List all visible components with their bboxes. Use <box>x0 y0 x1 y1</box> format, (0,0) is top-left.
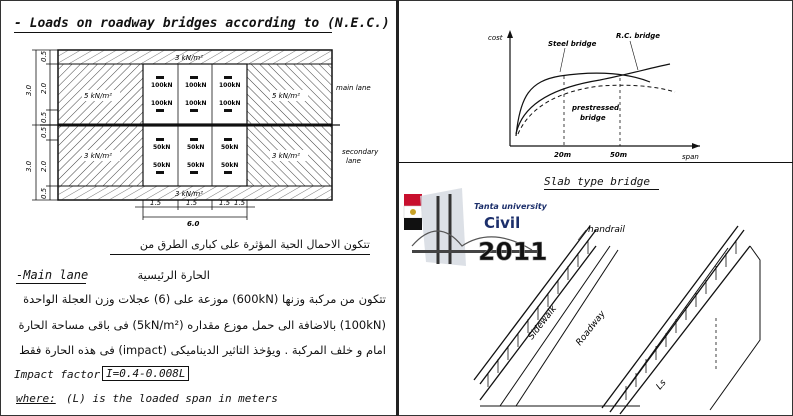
tick-20m: 20m <box>554 151 572 159</box>
dim-left: 2.0 <box>40 82 48 94</box>
wheel-load: 50kN <box>187 162 205 169</box>
secondary-lane-label-2: lane <box>346 157 361 165</box>
load-main-right: 5 kN/m² <box>272 92 300 100</box>
sidewalk-label: Sidewalk <box>526 304 560 342</box>
y-axis-label: cost <box>488 34 503 42</box>
secondary-lane-label: secondary <box>342 148 379 156</box>
wheel-load: 100kN <box>151 82 173 89</box>
logo-line-1: Tanta university <box>474 202 547 211</box>
wheel-load: 50kN <box>221 144 239 151</box>
roadway-label: Roadway <box>574 309 608 348</box>
load-bottom-strip: 3 kN/m² <box>175 190 203 198</box>
wheel-load: 100kN <box>185 100 207 107</box>
load-main-left: 5 kN/m² <box>84 92 112 100</box>
dim-left: 0.5 <box>40 187 48 199</box>
slab-title-underline <box>544 189 659 190</box>
load-top-strip: 3 kN/m² <box>175 54 203 62</box>
prestressed-label-2: bridge <box>580 114 606 122</box>
dim-outer: 3.0 <box>25 160 33 172</box>
where-label: where: <box>16 392 56 405</box>
main-lane-underline <box>16 283 86 284</box>
main-lane-label: main lane <box>336 84 371 92</box>
wheel-load: 100kN <box>219 82 241 89</box>
slab-title: Slab type bridge <box>544 175 650 188</box>
logo-line-2: Civil <box>484 214 521 232</box>
logo-line-3: 2011 <box>478 237 548 266</box>
title-underline <box>14 32 332 33</box>
dim-bottom: 1.5 <box>186 199 198 207</box>
heading-underline <box>110 254 370 255</box>
dim-outer: 3.0 <box>25 84 33 96</box>
span-label: Ls <box>654 378 669 392</box>
dim-total: 6.0 <box>187 220 200 228</box>
steel-bridge-label: Steel bridge <box>548 40 597 48</box>
tick-50m: 50m <box>610 151 628 159</box>
page-divider <box>396 0 399 416</box>
load-sec-left: 3 kN/m² <box>84 152 112 160</box>
wheel-load: 100kN <box>219 100 241 107</box>
wheel-load: 100kN <box>151 100 173 107</box>
dim-bottom: 1.5 <box>219 199 231 207</box>
wheel-load: 50kN <box>221 162 239 169</box>
handrail-label: handrail <box>588 225 625 235</box>
main-lane-en: -Main lane <box>16 268 89 282</box>
wheel-load: 50kN <box>187 144 205 151</box>
rc-bridge-label: R.C. bridge <box>616 32 661 40</box>
dim-left: 0.5 <box>40 111 48 123</box>
dim-left: 0.5 <box>40 126 48 138</box>
dim-left: 0.5 <box>40 50 48 62</box>
impact-formula: I=0.4-0.008L <box>102 366 189 381</box>
rc-bridge-curve <box>516 64 670 134</box>
dim-bottom: 1.5 <box>234 199 246 207</box>
section-divider <box>399 162 793 163</box>
load-sec-right: 3 kN/m² <box>272 152 300 160</box>
loads-title: - Loads on roadway bridges according to (N.E.C.) <box>14 16 390 31</box>
para-line-2: (100kN) بالاضافة الى حمل موزع مقداره (5kN/m²) فى باقى مساحة الحارة <box>18 318 386 332</box>
where-text: (L) is the loaded span in meters <box>66 392 278 405</box>
wheel-load: 50kN <box>153 162 171 169</box>
slab-bridge-drawing <box>460 200 790 416</box>
wheel-load: 100kN <box>185 82 207 89</box>
main-lane-ar: الحارة الرئيسية <box>137 268 210 282</box>
para-line-3: امام و خلف المركبة . ويؤخذ التاثير الديناميكى (impact) فى هذه الحارة فقط <box>19 343 386 357</box>
para-line-1: تتكون من مركبة وزنها (600kN) موزعة على (6) عجلات وزن العجلة الواحدة <box>23 292 386 306</box>
x-axis-label: span <box>682 153 699 161</box>
prestressed-label: prestressed <box>572 104 620 112</box>
dim-left: 2.0 <box>40 160 48 172</box>
cost-span-chart <box>460 26 710 166</box>
lane-load-diagram <box>0 34 396 230</box>
arabic-heading: تتكون الاحمال الحية المؤثرة على كبارى الطرق من <box>139 238 370 251</box>
dim-bottom: 1.5 <box>150 199 162 207</box>
wheel-load: 50kN <box>153 144 171 151</box>
impact-label: Impact factor <box>14 368 101 381</box>
